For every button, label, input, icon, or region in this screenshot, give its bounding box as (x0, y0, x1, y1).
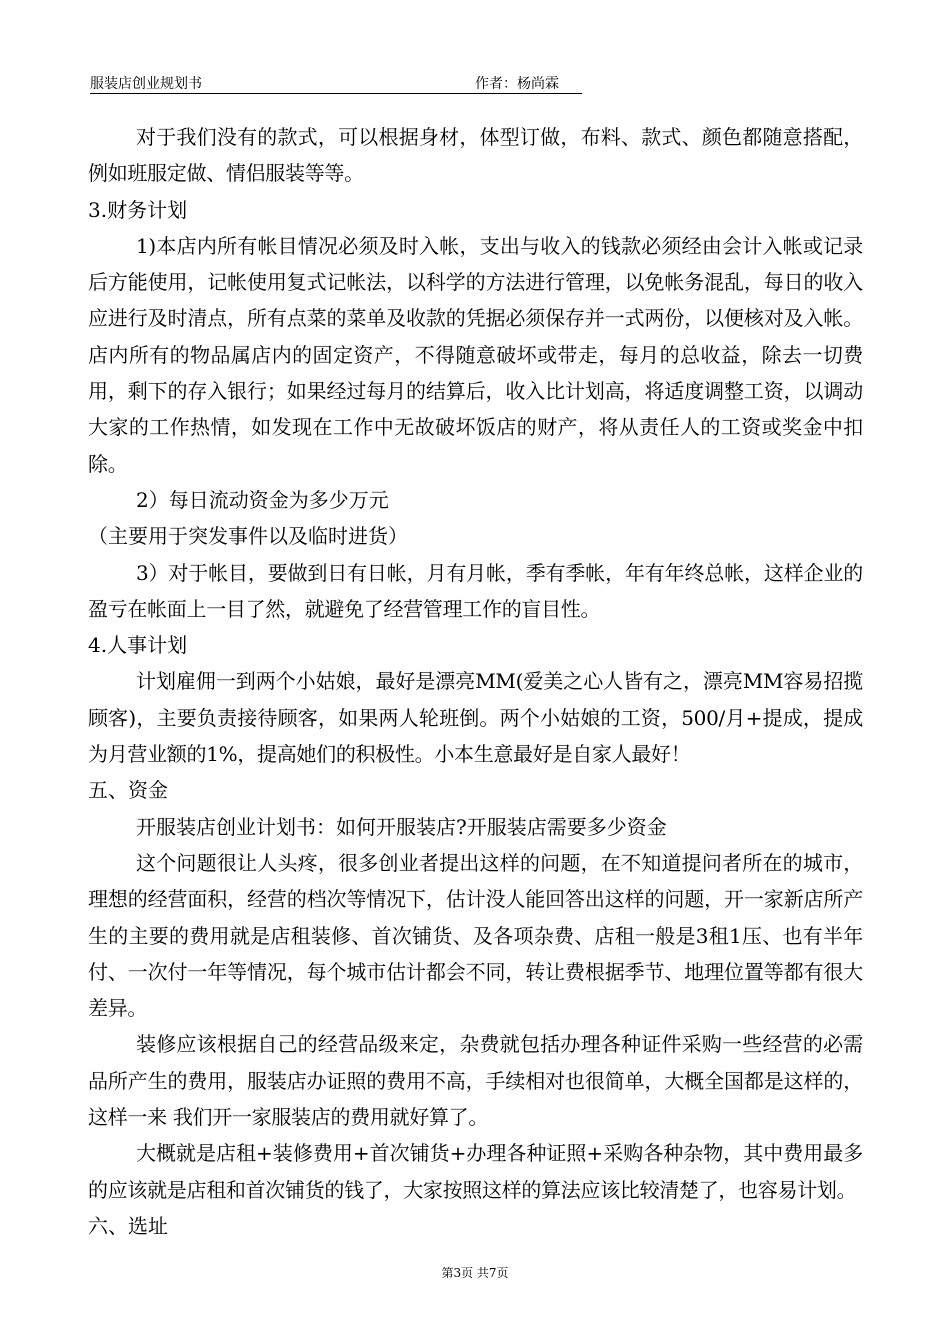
paragraph-finance-2: 2）每日流动资金为多少万元 (136, 487, 389, 512)
document-body (88, 119, 863, 1244)
section-heading-finance: 3.财务计划 (88, 197, 188, 222)
paragraph-finance-1: 1)本店内所有帐目情况必须及时入帐，支出与收入的钱款必须经由会计入帐或记录后方能使用，记帐使用复式记帐法，以科学的方法进行管理，以免帐务混乱，每日的收入应进行及时清点，所有点菜的菜单及收款的凭据必须保存并一式两份，以便核对及入帐。店内所有的物品属店内的固定资产，不得随意破坏或带走，每月的总收益，除去一切费用，剩下的存入银行；如果经过每月的结算后，收入比计划高，将适度调整工资，以调动大家的工作热情，如发现在工作中无故破坏饭店的财产，将从责任人的工资或奖金中扣除。 (88, 233, 863, 476)
paragraph-personnel: 计划雇佣一到两个小姑娘，最好是漂亮MM(爱美之心人皆有之，漂亮MM容易招揽顾客)，主要负责接待顾客，如果两人轮班倒。两个小姑娘的工资，500/月+提成，提成为月营业额的1%，提高她们的积极性。小本生意最好是自家人最好！ (88, 669, 863, 767)
paragraph-funds-answer: 这个问题很让人头疼，很多创业者提出这样的问题，在不知道提问者所在的城市，理想的经营面积，经营的档次等情况下，估计没人能回答出这样的问题，开一家新店所产生的主要的费用就是店租装修、首次铺货、及各项杂费、店租一般是3租1压、也有半年付、一次付一年等情况，每个城市估计都会不同，转让费根据季节、地理位置等都有很大差异。 (88, 850, 863, 1021)
section-heading-funds: 五、资金 (88, 778, 168, 803)
paragraph-funds-summary: 大概就是店租+装修费用+首次铺货+办理各种证照+采购各种杂物，其中费用最多的应该就是店租和首次铺货的钱了，大家按照这样的算法应该比较清楚了，也容易计划。 (88, 1141, 863, 1202)
paragraph-funds-renovation: 装修应该根据自己的经营品级来定，杂费就包括办理各种证件采购一些经营的必需品所产生的费用，服装店办证照的费用不高，手续相对也很简单，大概全国都是这样的，这样一来 我们开一家服装店的费用就好算了。 (88, 1032, 863, 1130)
section-heading-personnel: 4.人事计划 (88, 633, 188, 658)
paragraph-finance-2-note: （主要用于突发事件以及临时进货） (88, 524, 408, 549)
page-header (90, 73, 582, 94)
document-author: 作者：杨尚霖 (475, 76, 559, 92)
page-number: 第3页 共7页 (441, 1266, 509, 1280)
document-title: 服装店创业规划书 (90, 76, 202, 92)
paragraph-funds-question: 开服装店创业计划书：如何开服装店?开服装店需要多少资金 (136, 814, 667, 839)
paragraph-finance-3: 3）对于帐目，要做到日有日帐，月有月帐，季有季帐，年有年终总帐，这样企业的盈亏在帐面上一目了然，就避免了经营管理工作的盲目性。 (88, 560, 863, 621)
section-heading-location: 六、选址 (88, 1213, 168, 1238)
paragraph-custom-tailoring: 对于我们没有的款式，可以根据身材，体型订做，布料、款式、颜色都随意搭配，例如班服定做、情侣服装等等。 (88, 125, 863, 186)
